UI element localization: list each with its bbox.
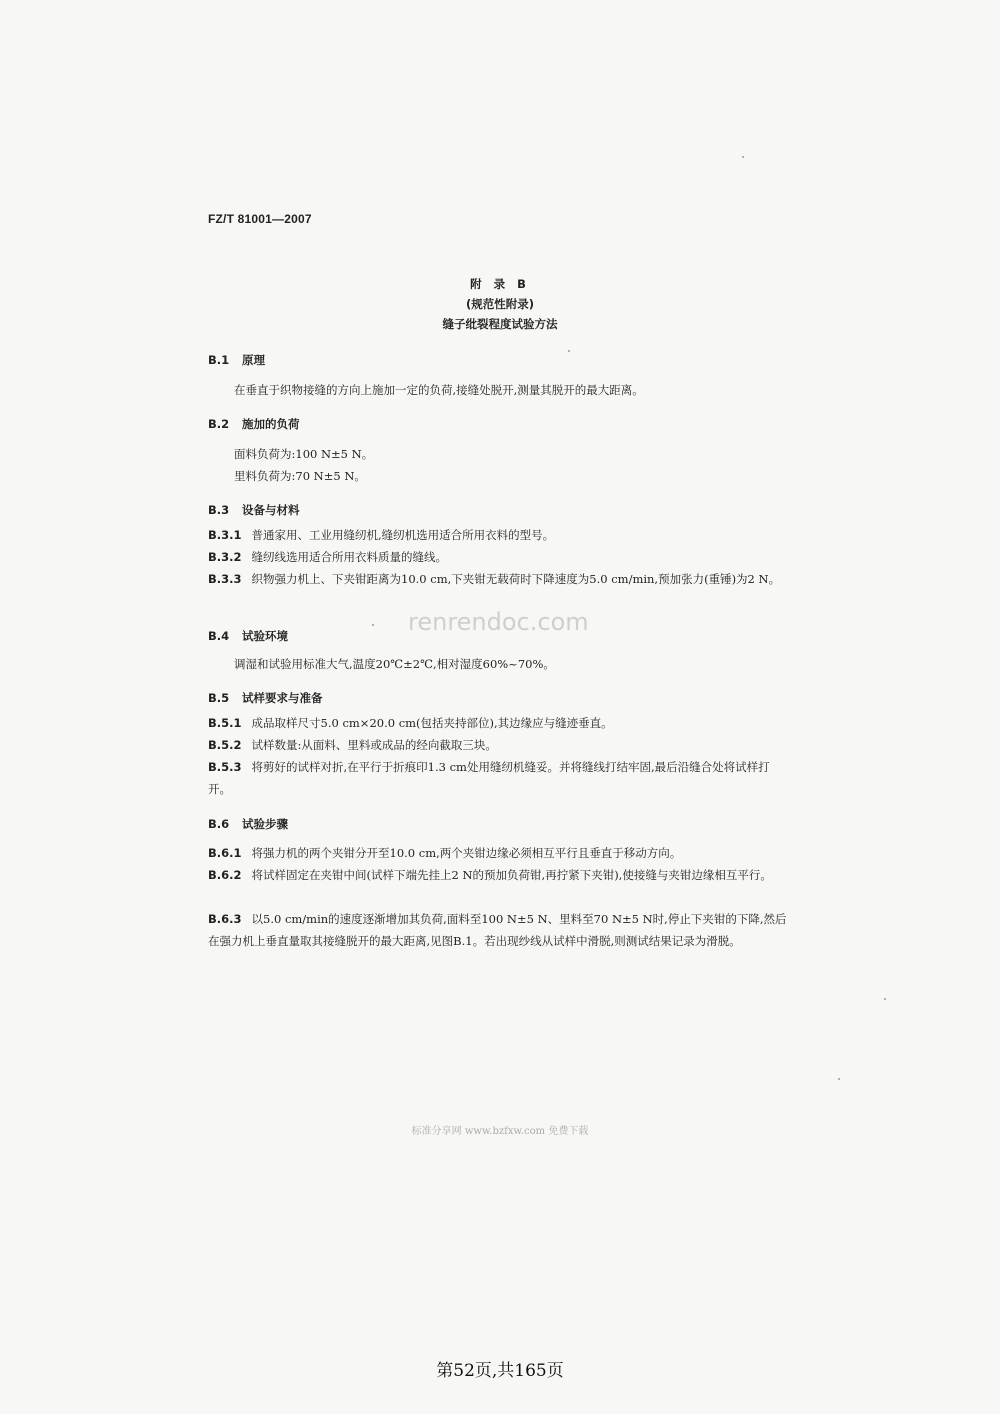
section-title: 施加的负荷 — [242, 417, 300, 431]
section-number: B.2 — [208, 417, 230, 431]
appendix-label: 附 录 B — [470, 277, 530, 291]
doc-code: FZ/T 81001—2007 — [208, 212, 312, 226]
section-b3-heading — [208, 502, 300, 518]
item-number: B.5.3 — [208, 760, 242, 774]
item-text: 试样数量:从面料、里料或成品的经向截取三块。 — [251, 738, 497, 752]
item-text: 将剪好的试样对折,在平行于折痕印1.3 cm处用缝纫机缝妥。并将缝线打结牢固,最后沿缝合处将试样打开。 — [208, 760, 770, 796]
appendix-category: (规范性附录) — [465, 297, 534, 311]
item-b5-3 — [208, 756, 788, 800]
item-b6-2 — [208, 864, 788, 886]
section-number: B.5 — [208, 691, 230, 705]
page-counter: 第52页,共165页 — [436, 1361, 564, 1381]
item-number: B.6.1 — [208, 846, 242, 860]
item-text: 将试样固定在夹钳中间(试样下端先挂上2 N的预加负荷钳,再拧紧下夹钳),使接缝与夹钳边缘相互平行。 — [251, 868, 772, 882]
item-b6-3 — [208, 908, 788, 952]
item-text: 普通家用、工业用缝纫机,缝纫机选用适合所用衣料的型号。 — [251, 528, 555, 542]
section-b2-line1: 面料负荷为:100 N±5 N。 — [234, 447, 374, 461]
scan-speck — [838, 1078, 840, 1080]
section-title: 原理 — [242, 353, 265, 367]
section-number: B.4 — [208, 629, 230, 643]
section-title: 试验步骤 — [242, 817, 288, 831]
scan-speck — [372, 624, 374, 626]
section-b4-heading — [208, 628, 288, 644]
item-number: B.3.1 — [208, 528, 242, 542]
section-b2-line2: 里料负荷为:70 N±5 N。 — [234, 469, 366, 483]
item-number: B.5.2 — [208, 738, 242, 752]
item-b3-1 — [208, 524, 788, 546]
item-number: B.3.3 — [208, 572, 242, 586]
item-b6-1 — [208, 842, 788, 864]
section-title: 试验环境 — [242, 629, 288, 643]
item-b5-1 — [208, 712, 788, 734]
section-number: B.1 — [208, 353, 230, 367]
item-text: 将强力机的两个夹钳分开至10.0 cm,两个夹钳边缘必须相互平行且垂直于移动方向。 — [251, 846, 682, 860]
section-b1-heading — [208, 352, 265, 368]
watermark: renrendoc.com — [408, 608, 589, 636]
item-b3-3 — [208, 568, 788, 590]
section-b1-text: 在垂直于织物接缝的方向上施加一定的负荷,接缝处脱开,测量其脱开的最大距离。 — [234, 383, 644, 397]
item-text: 以5.0 cm/min的速度逐渐增加其负荷,面料至100 N±5 N、里料至70 N±5 N时,停止下夹钳的下降,然后在强力机上垂直量取其接缝脱开的最大距离,见图B.1。若出现纱线从试样中滑脱,则测试结果记录为滑脱。 — [208, 912, 787, 948]
item-number: B.6.3 — [208, 912, 242, 926]
appendix-title: 缝子纰裂程度试验方法 — [442, 317, 558, 331]
item-text: 缝纫线选用适合所用衣料质量的缝线。 — [251, 550, 448, 564]
item-number: B.5.1 — [208, 716, 242, 730]
item-text: 成品取样尺寸5.0 cm×20.0 cm(包括夹持部位),其边缘应与缝迹垂直。 — [251, 716, 613, 730]
section-b5-heading — [208, 690, 323, 706]
section-b6-heading — [208, 816, 288, 832]
footer-site-banner: 标准分享网 www.bzfxw.com 免费下载 — [411, 1126, 589, 1137]
section-number: B.3 — [208, 503, 230, 517]
item-b5-2 — [208, 734, 788, 756]
scan-speck — [568, 350, 570, 352]
item-text: 织物强力机上、下夹钳距离为10.0 cm,下夹钳无载荷时下降速度为5.0 cm/min,预加张力(重锤)为2 N。 — [251, 572, 781, 586]
section-number: B.6 — [208, 817, 230, 831]
section-title: 试样要求与准备 — [242, 691, 323, 705]
item-b3-2 — [208, 546, 788, 568]
section-title: 设备与材料 — [242, 503, 300, 517]
section-b4-text: 调湿和试验用标准大气,温度20℃±2℃,相对湿度60%~70%。 — [234, 657, 555, 671]
item-number: B.6.2 — [208, 868, 242, 882]
scan-speck — [884, 998, 886, 1000]
section-b2-heading — [208, 416, 300, 432]
scan-speck — [742, 156, 744, 158]
item-number: B.3.2 — [208, 550, 242, 564]
